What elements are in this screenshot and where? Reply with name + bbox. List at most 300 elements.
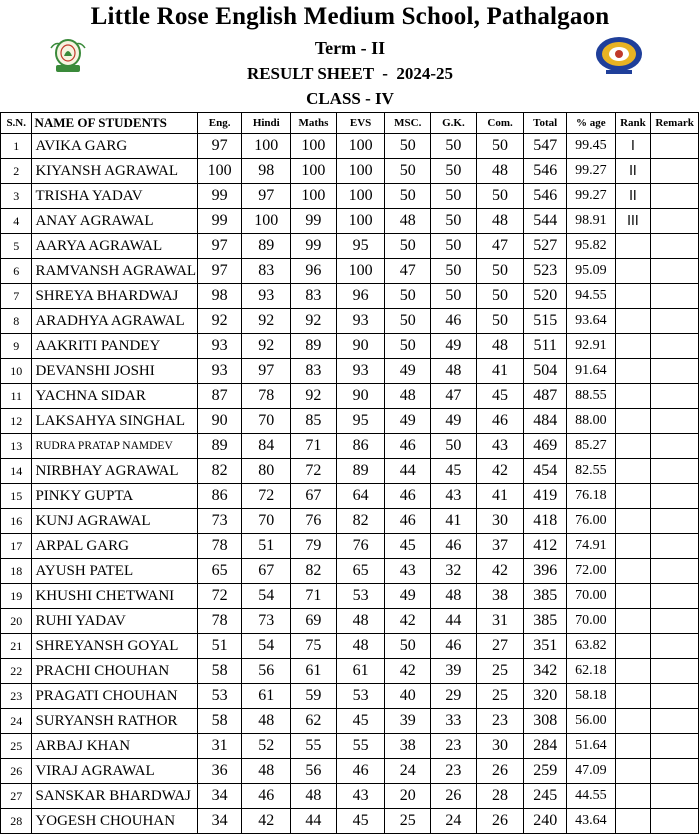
serial-number-cell: 4 [1,209,32,234]
gk-marks-cell: 24 [431,809,477,834]
hindi-marks-cell: 61 [242,684,291,709]
com-marks-cell: 45 [476,384,524,409]
serial-number-cell: 14 [1,459,32,484]
evs-marks-cell: 93 [336,309,385,334]
table-row [1,484,699,509]
percentage-cell: 98.91 [567,209,616,234]
msc-marks-cell: 42 [385,659,431,684]
total-marks-cell: 544 [524,209,567,234]
percentage-cell: 51.64 [567,734,616,759]
hindi-marks-cell: 78 [242,384,291,409]
hindi-marks-cell: 70 [242,509,291,534]
hindi-marks-cell: 42 [242,809,291,834]
hindi-marks-cell: 51 [242,534,291,559]
eng-marks-cell: 82 [197,459,242,484]
com-marks-cell: 27 [476,634,524,659]
gk-marks-cell: 41 [431,509,477,534]
gk-marks-cell: 45 [431,459,477,484]
eng-marks-cell: 86 [197,484,242,509]
total-marks-cell: 469 [524,434,567,459]
hindi-marks-cell: 97 [242,359,291,384]
term-label: Term - II [314,38,386,58]
eng-marks-cell: 78 [197,609,242,634]
hindi-marks-cell: 93 [242,284,291,309]
eng-marks-cell: 34 [197,809,242,834]
rank-cell [615,684,651,709]
eng-marks-cell: 97 [197,259,242,284]
msc-marks-cell: 46 [385,484,431,509]
school-name: Little Rose English Medium School, Pathalgaon [90,3,610,30]
com-marks-cell: 48 [476,209,524,234]
gk-marks-cell: 50 [431,159,477,184]
evs-marks-cell: 90 [336,334,385,359]
hindi-marks-cell: 80 [242,459,291,484]
evs-marks-cell: 96 [336,284,385,309]
com-marks-cell: 31 [476,609,524,634]
evs-marks-cell: 64 [336,484,385,509]
hindi-marks-cell: 72 [242,484,291,509]
gk-marks-cell: 23 [431,759,477,784]
msc-marks-cell: 47 [385,259,431,284]
percentage-cell: 93.64 [567,309,616,334]
table-row [1,184,699,209]
table-row [1,309,699,334]
maths-marks-cell: 99 [291,209,337,234]
msc-marks-cell: 50 [385,234,431,259]
msc-marks-cell: 46 [385,434,431,459]
table-row [1,334,699,359]
com-marks-cell: 48 [476,334,524,359]
serial-number-cell: 25 [1,734,32,759]
evs-marks-cell: 43 [336,784,385,809]
eng-marks-cell: 78 [197,534,242,559]
rank-cell [615,434,651,459]
remark-cell [651,434,699,459]
eng-marks-cell: 99 [197,209,242,234]
student-name-cell: TRISHA YADAV [32,184,197,209]
rank-cell [615,334,651,359]
gk-marks-cell: 23 [431,734,477,759]
table-row [1,659,699,684]
gk-marks-cell: 48 [431,584,477,609]
hindi-marks-cell: 70 [242,409,291,434]
total-marks-cell: 351 [524,634,567,659]
percentage-cell: 82.55 [567,459,616,484]
total-marks-cell: 385 [524,584,567,609]
gk-marks-cell: 50 [431,234,477,259]
eng-marks-cell: 97 [197,234,242,259]
msc-marks-cell: 24 [385,759,431,784]
total-marks-cell: 419 [524,484,567,509]
com-marks-cell: 37 [476,534,524,559]
maths-marks-cell: 76 [291,509,337,534]
gk-marks-cell: 46 [431,534,477,559]
evs-marks-cell: 76 [336,534,385,559]
rank-cell: I [615,134,651,159]
maths-marks-cell: 96 [291,259,337,284]
total-marks-cell: 547 [524,134,567,159]
com-marks-cell: 47 [476,234,524,259]
com-marks-cell: 25 [476,684,524,709]
table-row [1,284,699,309]
gk-marks-cell: 26 [431,784,477,809]
evs-marks-cell: 100 [336,134,385,159]
eng-marks-cell: 73 [197,509,242,534]
eng-marks-cell: 92 [197,309,242,334]
percentage-cell: 76.18 [567,484,616,509]
class-label: CLASS - IV [306,89,394,108]
column-header-msc: MSC. [385,113,431,134]
rank-cell [615,234,651,259]
rank-cell [615,709,651,734]
com-marks-cell: 50 [476,284,524,309]
rank-cell [615,809,651,834]
remark-cell [651,459,699,484]
hindi-marks-cell: 84 [242,434,291,459]
msc-marks-cell: 50 [385,334,431,359]
student-name-cell: PRAGATI CHOUHAN [32,684,197,709]
serial-number-cell: 12 [1,409,32,434]
com-marks-cell: 30 [476,509,524,534]
student-name-cell: KIYANSH AGRAWAL [32,159,197,184]
serial-number-cell: 5 [1,234,32,259]
rank-cell [615,584,651,609]
hindi-marks-cell: 46 [242,784,291,809]
maths-marks-cell: 61 [291,659,337,684]
serial-number-cell: 7 [1,284,32,309]
eng-marks-cell: 93 [197,359,242,384]
percentage-cell: 47.09 [567,759,616,784]
rank-cell [615,409,651,434]
remark-cell [651,359,699,384]
total-marks-cell: 308 [524,709,567,734]
percentage-cell: 44.55 [567,784,616,809]
gk-marks-cell: 50 [431,259,477,284]
rank-cell [615,634,651,659]
serial-number-cell: 27 [1,784,32,809]
percentage-cell: 56.00 [567,709,616,734]
com-marks-cell: 50 [476,309,524,334]
eng-marks-cell: 89 [197,434,242,459]
remark-cell [651,734,699,759]
total-marks-cell: 511 [524,334,567,359]
table-row [1,209,699,234]
serial-number-cell: 17 [1,534,32,559]
evs-marks-cell: 89 [336,459,385,484]
hindi-marks-cell: 98 [242,159,291,184]
hindi-marks-cell: 54 [242,584,291,609]
gk-marks-cell: 48 [431,359,477,384]
com-marks-cell: 28 [476,784,524,809]
percentage-cell: 70.00 [567,584,616,609]
serial-number-cell: 1 [1,134,32,159]
rank-cell [615,659,651,684]
gk-marks-cell: 43 [431,484,477,509]
evs-marks-cell: 100 [336,259,385,284]
percentage-cell: 94.55 [567,284,616,309]
remark-cell [651,784,699,809]
evs-marks-cell: 53 [336,584,385,609]
rank-cell [615,784,651,809]
evs-marks-cell: 48 [336,634,385,659]
rank-cell [615,509,651,534]
gk-marks-cell: 50 [431,184,477,209]
serial-number-cell: 23 [1,684,32,709]
gk-marks-cell: 50 [431,284,477,309]
percentage-cell: 70.00 [567,609,616,634]
eng-marks-cell: 100 [197,159,242,184]
student-name-cell: ARADHYA AGRAWAL [32,309,197,334]
maths-marks-cell: 89 [291,334,337,359]
total-marks-cell: 454 [524,459,567,484]
gk-marks-cell: 44 [431,609,477,634]
msc-marks-cell: 50 [385,134,431,159]
student-name-cell: AVIKA GARG [32,134,197,159]
student-name-cell: ARBAJ KHAN [32,734,197,759]
hindi-marks-cell: 73 [242,609,291,634]
hindi-marks-cell: 89 [242,234,291,259]
maths-marks-cell: 79 [291,534,337,559]
total-marks-cell: 385 [524,609,567,634]
percentage-cell: 58.18 [567,684,616,709]
msc-marks-cell: 43 [385,559,431,584]
com-marks-cell: 46 [476,409,524,434]
percentage-cell: 76.00 [567,509,616,534]
total-marks-cell: 320 [524,684,567,709]
rank-cell [615,484,651,509]
com-marks-cell: 50 [476,259,524,284]
remark-cell [651,559,699,584]
maths-marks-cell: 100 [291,159,337,184]
column-header-hindi: Hindi [242,113,291,134]
maths-marks-cell: 59 [291,684,337,709]
serial-number-cell: 24 [1,709,32,734]
msc-marks-cell: 44 [385,459,431,484]
student-name-cell: YACHNA SIDAR [32,384,197,409]
hindi-marks-cell: 92 [242,309,291,334]
rank-cell [615,559,651,584]
total-marks-cell: 546 [524,184,567,209]
student-name-cell: YOGESH CHOUHAN [32,809,197,834]
serial-number-cell: 21 [1,634,32,659]
gk-marks-cell: 49 [431,334,477,359]
evs-marks-cell: 95 [336,234,385,259]
table-header-row [1,113,699,134]
evs-marks-cell: 93 [336,359,385,384]
com-marks-cell: 41 [476,359,524,384]
column-header-remark: Remark [651,113,699,134]
table-row [1,609,699,634]
table-row [1,684,699,709]
eng-marks-cell: 90 [197,409,242,434]
table-row [1,509,699,534]
com-marks-cell: 50 [476,184,524,209]
serial-number-cell: 9 [1,334,32,359]
evs-marks-cell: 100 [336,184,385,209]
gk-marks-cell: 32 [431,559,477,584]
hindi-marks-cell: 100 [242,209,291,234]
serial-number-cell: 20 [1,609,32,634]
msc-marks-cell: 20 [385,784,431,809]
remark-cell [651,584,699,609]
percentage-cell: 63.82 [567,634,616,659]
gk-marks-cell: 46 [431,634,477,659]
column-header-eng: Eng. [197,113,242,134]
hindi-marks-cell: 100 [242,134,291,159]
percentage-cell: 92.91 [567,334,616,359]
evs-marks-cell: 95 [336,409,385,434]
com-marks-cell: 43 [476,434,524,459]
table-row [1,459,699,484]
percentage-cell: 74.91 [567,534,616,559]
eng-marks-cell: 58 [197,659,242,684]
remark-cell [651,159,699,184]
percentage-cell: 95.82 [567,234,616,259]
maths-marks-cell: 72 [291,459,337,484]
student-name-cell: ANAY AGRAWAL [32,209,197,234]
table-row [1,584,699,609]
evs-marks-cell: 46 [336,759,385,784]
student-name-cell: SANSKAR BHARDWAJ [32,784,197,809]
percentage-cell: 88.55 [567,384,616,409]
student-name-cell: RAMVANSH AGRAWAL [32,259,197,284]
serial-number-cell: 6 [1,259,32,284]
hindi-marks-cell: 56 [242,659,291,684]
serial-number-cell: 2 [1,159,32,184]
com-marks-cell: 25 [476,659,524,684]
gk-marks-cell: 29 [431,684,477,709]
remark-cell [651,684,699,709]
total-marks-cell: 240 [524,809,567,834]
com-marks-cell: 26 [476,759,524,784]
remark-cell [651,534,699,559]
total-marks-cell: 259 [524,759,567,784]
evs-marks-cell: 100 [336,209,385,234]
hindi-marks-cell: 54 [242,634,291,659]
remark-cell [651,209,699,234]
student-name-cell: NIRBHAY AGRAWAL [32,459,197,484]
com-marks-cell: 41 [476,484,524,509]
student-name-cell: PRACHI CHOUHAN [32,659,197,684]
total-marks-cell: 396 [524,559,567,584]
evs-marks-cell: 86 [336,434,385,459]
student-name-cell: PINKY GUPTA [32,484,197,509]
total-marks-cell: 504 [524,359,567,384]
maths-marks-cell: 83 [291,284,337,309]
remark-cell [651,134,699,159]
total-marks-cell: 342 [524,659,567,684]
remark-cell [651,184,699,209]
rank-cell: II [615,184,651,209]
serial-number-cell: 8 [1,309,32,334]
msc-marks-cell: 50 [385,284,431,309]
msc-marks-cell: 46 [385,509,431,534]
eng-marks-cell: 99 [197,184,242,209]
column-header-rank: Rank [615,113,651,134]
remark-cell [651,509,699,534]
student-name-cell: SHREYANSH GOYAL [32,634,197,659]
rank-cell: II [615,159,651,184]
msc-marks-cell: 49 [385,409,431,434]
serial-number-cell: 13 [1,434,32,459]
msc-marks-cell: 50 [385,159,431,184]
percentage-cell: 91.64 [567,359,616,384]
table-row [1,784,699,809]
rank-cell [615,459,651,484]
student-name-cell: AYUSH PATEL [32,559,197,584]
percentage-cell: 43.64 [567,809,616,834]
maths-marks-cell: 99 [291,234,337,259]
total-marks-cell: 487 [524,384,567,409]
remark-cell [651,409,699,434]
msc-marks-cell: 50 [385,634,431,659]
student-name-cell: AARYA AGRAWAL [32,234,197,259]
total-marks-cell: 515 [524,309,567,334]
hindi-marks-cell: 48 [242,709,291,734]
serial-number-cell: 3 [1,184,32,209]
evs-marks-cell: 100 [336,159,385,184]
percentage-cell: 95.09 [567,259,616,284]
student-name-cell: SURYANSH RATHOR [32,709,197,734]
evs-marks-cell: 82 [336,509,385,534]
table-row [1,559,699,584]
eng-marks-cell: 34 [197,784,242,809]
student-name-cell: DEVANSHI JOSHI [32,359,197,384]
serial-number-cell: 10 [1,359,32,384]
column-header-total: Total [524,113,567,134]
total-marks-cell: 412 [524,534,567,559]
gk-marks-cell: 33 [431,709,477,734]
rank-cell [615,309,651,334]
column-header-evs: EVS [336,113,385,134]
gk-marks-cell: 47 [431,384,477,409]
com-marks-cell: 42 [476,459,524,484]
total-marks-cell: 520 [524,284,567,309]
evs-marks-cell: 45 [336,809,385,834]
result-sheet-header [0,0,700,112]
percentage-cell: 72.00 [567,559,616,584]
msc-marks-cell: 25 [385,809,431,834]
rank-cell [615,284,651,309]
msc-marks-cell: 38 [385,734,431,759]
msc-marks-cell: 42 [385,609,431,634]
eng-marks-cell: 51 [197,634,242,659]
evs-marks-cell: 90 [336,384,385,409]
gk-marks-cell: 50 [431,134,477,159]
gk-marks-cell: 46 [431,309,477,334]
maths-marks-cell: 56 [291,759,337,784]
remark-cell [651,759,699,784]
table-row [1,159,699,184]
msc-marks-cell: 39 [385,709,431,734]
table-row [1,259,699,284]
maths-marks-cell: 83 [291,359,337,384]
msc-marks-cell: 50 [385,309,431,334]
com-marks-cell: 50 [476,134,524,159]
table-row [1,734,699,759]
gk-marks-cell: 39 [431,659,477,684]
com-marks-cell: 23 [476,709,524,734]
hindi-marks-cell: 52 [242,734,291,759]
hindi-marks-cell: 97 [242,184,291,209]
rank-cell [615,384,651,409]
hindi-marks-cell: 67 [242,559,291,584]
maths-marks-cell: 48 [291,784,337,809]
serial-number-cell: 18 [1,559,32,584]
serial-number-cell: 11 [1,384,32,409]
remark-cell [651,234,699,259]
results-table [0,112,699,834]
